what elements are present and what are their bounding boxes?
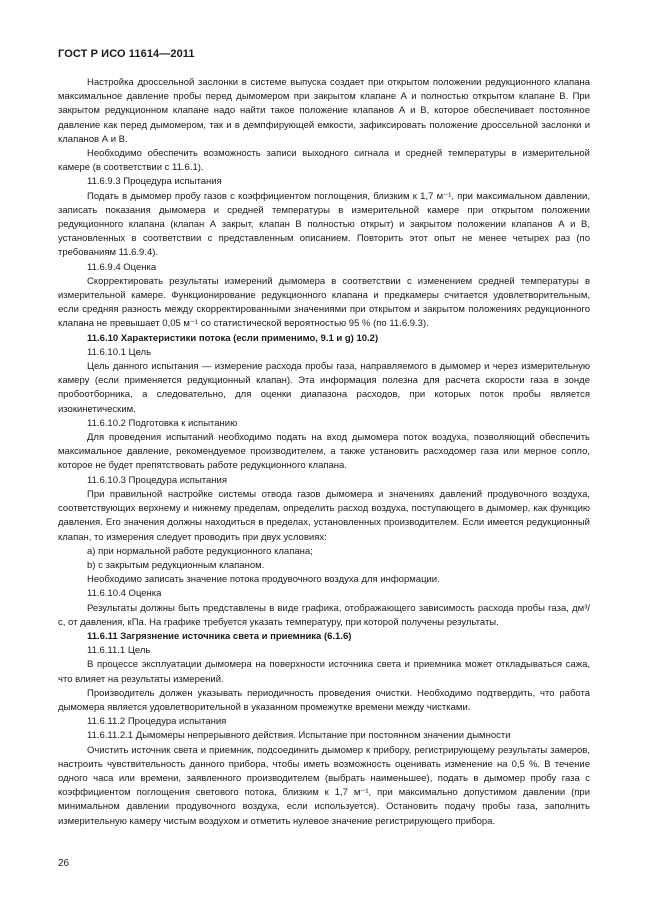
document-body <box>58 76 590 829</box>
section-heading: 11.6.10 Характеристики потока (если применимо, 9.1 и g) 10.2) <box>87 332 379 344</box>
subsection-heading: 11.6.9.4 Оценка <box>87 261 157 273</box>
paragraph: Подать в дымомер пробу газов с коэффициентом поглощения, близким к 1,7 м⁻¹, при максимальном давлении, записать показания дымомера и средней температуры в измерительной камере при открытом положении редукционного клапана (клапан А закрыт, клапан В полностью открыт) и закрытом положении клапанов А и В, установленных в соответствии с представленным описанием. Повторить этот опыт не менее четырех раз (по требованиям 11.6.9.4). <box>58 190 590 259</box>
paragraph: Настройка дроссельной заслонки в системе выпуска создает при открытом положении редукционного клапана максимальное давление пробы перед дымомером при закрытом клапане А и полностью открытом клапане В. При закрытом редукционном клапане надо найти такое положение клапанов А и В, которое обеспечивает постоянное давление как перед дымомером, так и в демпфирующей емкости, зафиксировать положение дроссельной заслонки и клапанов А и В. <box>58 77 590 145</box>
paragraph: Результаты должны быть представлены в виде графика, отображающего зависимость расхода пробы газа, дм³/с, от давления, кПа. На графике требуется указать температуру, при которой получены результаты. <box>58 602 590 628</box>
paragraph: Производитель должен указывать периодичность проведения очистки. Необходимо подтвердить, что работа дымомера является удовлетворительной в указанном промежутке времени между чистками. <box>58 687 590 713</box>
section-heading: 11.6.11 Загрязнение источника света и приемника (6.1.6) <box>87 630 352 642</box>
paragraph: В процессе эксплуатации дымомера на поверхности источника света и приемника может откладываться сажа, что влияет на результаты измерений. <box>58 659 590 685</box>
paragraph: При правильной настройке системы отвода газов дымомера и значениях давлений продувочного воздуха, соответствующих верхнему и нижнему пределам, определить расход воздуха, поступающего в дымомер, как функцию давления. Его значения должны находиться в пределах, установленных производителем. Если имеется редукционный клапан, то измерения следует проводить при двух условиях: <box>58 488 590 543</box>
paragraph: Необходимо записать значение потока продувочного воздуха для информации. <box>87 574 440 586</box>
list-item: b) с закрытым редукционным клапаном. <box>87 559 265 571</box>
paragraph: Для проведения испытаний необходимо подать на вход дымомера поток воздуха, позволяющий обеспечить максимальное давление, рекомендуемое производителем, а также установить расходомер газа или мерное сопло, которое не будет препятствовать работе редукционного клапана. <box>58 432 590 472</box>
document-header: ГОСТ Р ИСО 11614—2011 <box>58 48 195 60</box>
paragraph: Очистить источник света и приемник, подсоединить дымомер к прибору, регистрирующему результаты замеров, настроить чувствительность данного прибора, чтобы иметь возможность оценивать изменение на 0,5 %. В течение одного часа или времени, заявленного производителем (выбрать наименьшее), подать в дымомер пробу газа с коэффициентом поглощения светового потока, близким к 1,7 м⁻¹, при максимально допустимом давлении (при минимальном давлении продувочного воздуха, если используется). Остановить подачу пробы газа, заполнить измерительную камеру чистым воздухом и отметить нулевое значение регистрирующего прибора. <box>58 744 590 827</box>
paragraph: Скорректировать результаты измерений дымомера в соответствии с изменением средней температуры в измерительной камере. Функционирование редукционного клапана и предкамеры считается удовлетворительным, если средняя разность между скорректированными значениями при открытом и закрытом положениях редукционного клапана не превышает 0,05 м⁻¹ со статистической вероятностью 95 % (по 11.6.9.3). <box>58 275 590 330</box>
subsection-heading: 11.6.11.2 Процедура испытания <box>87 716 227 728</box>
paragraph: Необходимо обеспечить возможность записи выходного сигнала и средней температуры в измерительной камере (в соответствии с 11.6.1). <box>58 148 590 174</box>
page-number: 26 <box>58 858 70 869</box>
subsection-heading: 11.6.10.4 Оценка <box>87 588 162 600</box>
subsection-heading: 11.6.10.3 Процедура испытания <box>87 474 228 486</box>
subsection-heading: 11.6.11.2.1 Дымомеры непрерывного действия. Испытание при постоянном значении дымности <box>87 730 511 742</box>
subsection-heading: 11.6.9.3 Процедура испытания <box>87 176 222 188</box>
subsection-heading: 11.6.10.1 Цель <box>87 346 152 358</box>
list-item: а) при нормальной работе редукционного клапана; <box>87 545 313 557</box>
subsection-heading: 11.6.11.1 Цель <box>87 645 151 657</box>
subsection-heading: 11.6.10.2 Подготовка к испытанию <box>87 417 238 429</box>
paragraph: Цель данного испытания — измерение расхода пробы газа, направляемого в дымомер и через измерительную камеру (если применяется редукционный клапан). Эта информация полезна для расчета скорости газа в зонде пробоотборника, а следовательно, для оценки диапазона расходов, при которых поток пробы является изокинетическим. <box>58 361 590 415</box>
